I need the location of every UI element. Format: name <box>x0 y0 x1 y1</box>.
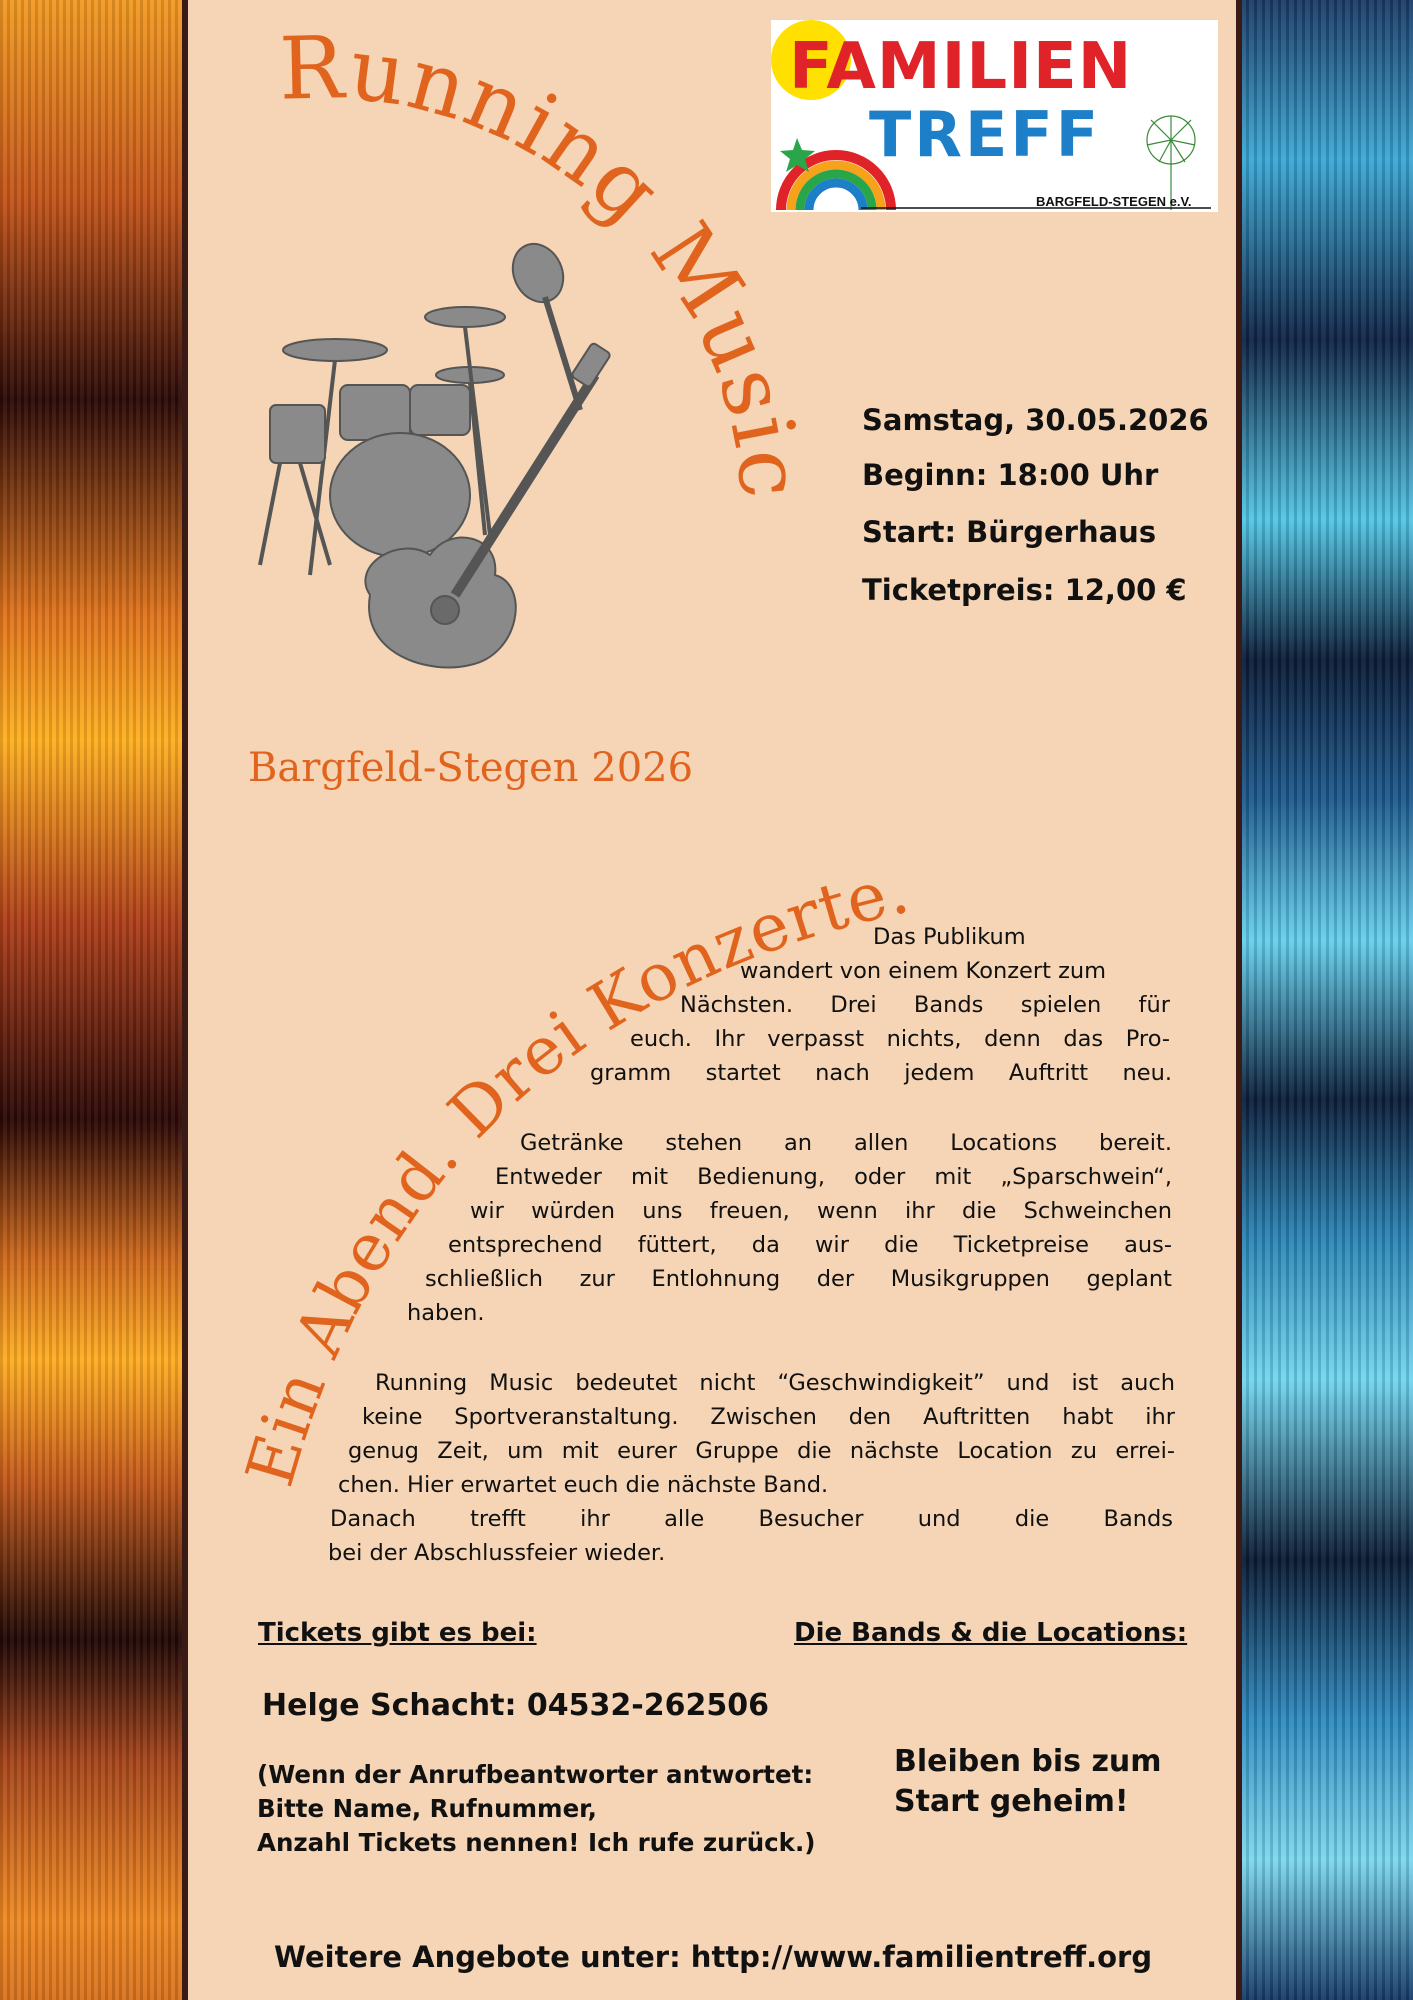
instruments-illustration <box>240 235 640 695</box>
title-arc-text: Running Music <box>278 20 821 504</box>
paragraph-2-line-4: entsprechend füttert, da wir die Ticketpreise aus- <box>448 1232 1172 1258</box>
left-decorative-strip <box>0 0 188 2000</box>
headline-text: Ein Abend. Drei Konzerte. <box>231 850 917 1495</box>
paragraph-2-line-3: wir würden uns freuen, wenn ihr die Schweinchen <box>470 1198 1172 1224</box>
paragraph-1-line-3: Nächsten. Drei Bands spielen für <box>680 992 1170 1018</box>
logo-text-treff: TREFF <box>869 98 1102 171</box>
tickets-note-line-2: Bitte Name, Rufnummer, <box>257 1794 597 1823</box>
familientreff-logo <box>771 20 1218 212</box>
paragraph-1-line-2: wandert von einem Konzert zum <box>740 958 1107 984</box>
paragraph-2-line-5: schließlich zur Entlohnung der Musikgruppen geplant <box>425 1266 1172 1292</box>
tickets-contact: Helge Schacht: 04532-262506 <box>262 1688 769 1723</box>
cymbal-icon <box>283 339 387 361</box>
paragraph-3-line-3: genug Zeit, um mit eurer Gruppe die nächste Location zu errei- <box>348 1438 1175 1464</box>
tom-drum-icon <box>340 385 410 440</box>
tom-drum-icon <box>270 405 325 463</box>
bass-drum-icon <box>330 433 470 557</box>
paragraph-1-line-5: gramm startet nach jedem Auftritt neu. <box>590 1060 1172 1086</box>
cymbal-icon <box>425 307 505 327</box>
bands-heading: Die Bands & die Locations: <box>794 1618 1188 1648</box>
event-price: Ticketpreis: 12,00 € <box>862 573 1187 607</box>
tom-drum-icon <box>410 385 470 435</box>
subtitle-location-year: Bargfeld-Stegen 2026 <box>248 745 694 791</box>
paragraph-3-line-1: Running Music bedeutet nicht “Geschwindigkeit” und ist auch <box>375 1370 1175 1396</box>
logo-text-org: BARGFELD-STEGEN e.V. <box>1036 194 1192 209</box>
microphone-icon <box>504 236 580 410</box>
bands-text-line-2: Start geheim! <box>894 1784 1129 1819</box>
paragraph-1-line-4: euch. Ihr verpasst nichts, denn das Pro- <box>630 1026 1170 1052</box>
tickets-note-line-3: Anzahl Tickets nennen! Ich rufe zurück.) <box>257 1828 816 1857</box>
tickets-note <box>257 1758 815 1860</box>
event-date: Samstag, 30.05.2026 <box>862 403 1209 437</box>
logo-text-familien: FAMILIEN <box>789 30 1133 104</box>
bands-text-line-1: Bleiben bis zum <box>894 1744 1162 1779</box>
paragraph-3-line-4: chen. Hier erwartet euch die nächste Band. <box>338 1472 829 1498</box>
paragraph-3-line-2: keine Sportveranstaltung. Zwischen den Auftritten habt ihr <box>362 1404 1175 1430</box>
paragraph-2-line-1: Getränke stehen an allen Locations bereit. <box>520 1130 1172 1156</box>
paragraph-1-line-1: Das Publikum <box>873 924 1026 950</box>
paragraph-2-line-6: haben. <box>407 1300 485 1326</box>
left-border <box>182 0 188 2000</box>
paragraph-2-line-2: Entweder mit Bedienung, oder mit „Sparschwein“, <box>495 1164 1172 1190</box>
right-decorative-strip <box>1238 0 1413 2000</box>
event-begin: Beginn: 18:00 Uhr <box>862 458 1159 492</box>
right-border <box>1236 0 1242 2000</box>
tickets-heading: Tickets gibt es bei: <box>258 1618 537 1648</box>
bands-text <box>894 1742 1162 1822</box>
paragraph-3-line-5: Danach trefft ihr alle Besucher und die Bands <box>330 1506 1173 1532</box>
tickets-note-line-1: (Wenn der Anrufbeantworter antwortet: <box>257 1760 814 1789</box>
event-start: Start: Bürgerhaus <box>862 515 1157 549</box>
footer-website-link[interactable]: Weitere Angebote unter: http://www.familientreff.org <box>274 1940 1153 1974</box>
paragraph-3-line-6: bei der Abschlussfeier wieder. <box>328 1540 666 1566</box>
